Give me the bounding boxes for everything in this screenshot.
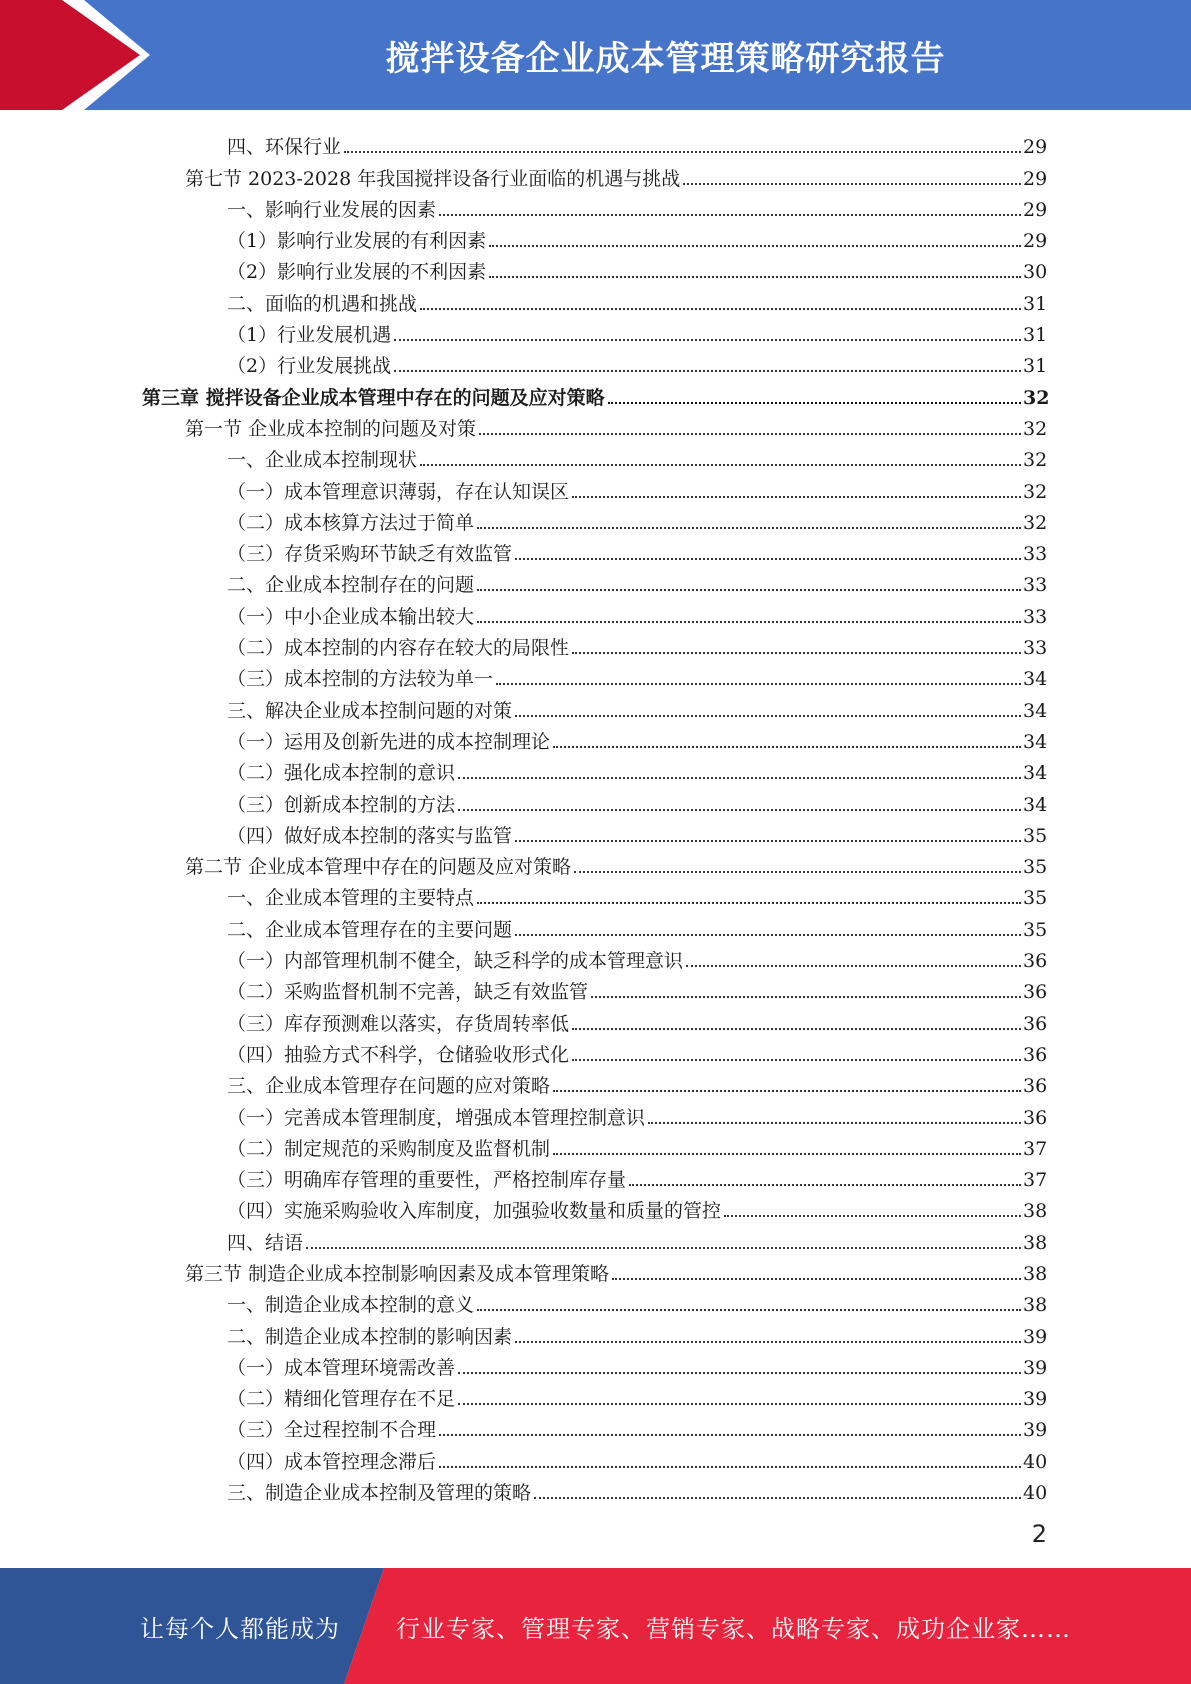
toc-entry[interactable] (227, 504, 1047, 535)
footer-slogan-right: 行业专家、管理专家、营销专家、战略专家、成功企业家…… (396, 1614, 1071, 1643)
toc-entry-label: 二、企业成本控制存在的问题 (227, 574, 475, 597)
toc-dot-leader (572, 652, 1021, 654)
toc-entry[interactable] (227, 1004, 1047, 1035)
toc-entry[interactable] (227, 817, 1047, 848)
toc-entry-page: 32 (1023, 449, 1048, 472)
toc-dot-leader (572, 496, 1021, 498)
toc-entry-label: （二）成本控制的内容存在较大的局限性 (227, 637, 570, 660)
toc-entry-page: 38 (1023, 1262, 1048, 1285)
toc-entry-label: 二、制造企业成本控制的影响因素 (227, 1325, 513, 1348)
toc-entry-page: 34 (1023, 793, 1048, 816)
toc-entry-label: 第七节 2023-2028 年我国搅拌设备行业面临的机遇与挑战 (185, 167, 681, 190)
toc-entry[interactable] (227, 1442, 1047, 1473)
toc-dot-leader (515, 1341, 1021, 1343)
toc-entry-page: 33 (1023, 637, 1048, 660)
toc-entry-label: （三）存货采购环节缺乏有效监管 (227, 543, 513, 566)
toc-entry[interactable] (227, 1098, 1047, 1129)
toc-entry-label: （一）中小企业成本输出较大 (227, 605, 475, 628)
toc-entry-label: （2）行业发展挑战 (227, 355, 392, 378)
toc-entry-page: 34 (1023, 699, 1048, 722)
toc-dot-leader (477, 1309, 1021, 1311)
toc-entry-label: 第一节 企业成本控制的问题及对策 (185, 417, 477, 440)
toc-entry-page: 36 (1023, 1012, 1048, 1035)
toc-entry-page: 29 (1023, 230, 1048, 253)
toc-entry[interactable] (227, 253, 1047, 284)
toc-entry-page: 33 (1023, 605, 1048, 628)
toc-entry-page: 39 (1023, 1419, 1048, 1442)
toc-entry-page: 32 (1023, 417, 1048, 440)
page-header (0, 0, 1191, 110)
toc-entry-label: 三、解决企业成本控制问题的对策 (227, 699, 513, 722)
toc-entry-label: 二、企业成本管理存在的主要问题 (227, 918, 513, 941)
toc-entry-label: （四）实施采购验收入库制度，加强验收数量和质量的管控 (227, 1200, 722, 1223)
toc-dot-leader (515, 558, 1021, 560)
toc-entry-page: 38 (1023, 1231, 1048, 1254)
toc-entry-page: 37 (1023, 1137, 1048, 1160)
toc-dot-leader (553, 746, 1021, 748)
toc-entry[interactable] (227, 284, 1047, 315)
toc-entry[interactable] (227, 1223, 1047, 1254)
toc-entry-page: 39 (1023, 1325, 1048, 1348)
toc-entry[interactable] (227, 754, 1047, 785)
toc-dot-leader (574, 871, 1021, 873)
toc-entry-page: 29 (1023, 167, 1048, 190)
toc-entry-page: 39 (1023, 1356, 1048, 1379)
toc-entry-label: （二）精细化管理存在不足 (227, 1388, 456, 1411)
toc-dot-leader (344, 151, 1021, 153)
toc-entry-label: （二）采购监督机制不完善，缺乏有效监管 (227, 981, 589, 1004)
toc-entry-label: （四）成本管控理念滞后 (227, 1450, 437, 1473)
toc-entry[interactable] (227, 660, 1047, 691)
toc-dot-leader (420, 464, 1021, 466)
footer-slogan-left: 让每个人都能成为 (140, 1614, 340, 1643)
toc-entry-page: 40 (1023, 1450, 1048, 1473)
toc-entry[interactable] (185, 159, 1047, 190)
toc-entry-page: 32 (1023, 480, 1048, 503)
toc-entry[interactable] (227, 1161, 1047, 1192)
toc-dot-leader (394, 339, 1021, 341)
report-title: 搅拌设备企业成本管理策略研究报告 (385, 38, 946, 79)
toc-entry-label: （三）库存预测难以落实，存货周转率低 (227, 1012, 570, 1035)
toc-entry[interactable] (227, 1411, 1047, 1442)
toc-entry[interactable] (185, 410, 1047, 441)
toc-entry-label: 一、企业成本管理的主要特点 (227, 887, 475, 910)
toc-entry-page: 34 (1023, 668, 1048, 691)
toc-entry-label: （1）行业发展机遇 (227, 324, 392, 347)
toc-entry[interactable] (227, 942, 1047, 973)
toc-entry[interactable] (227, 1036, 1047, 1067)
toc-dot-leader (439, 1466, 1021, 1468)
toc-entry[interactable] (227, 535, 1047, 566)
toc-entry-label: 一、制造企业成本控制的意义 (227, 1294, 475, 1317)
toc-entry-label: 二、面临的机遇和挑战 (227, 292, 418, 315)
toc-dot-leader (591, 996, 1021, 998)
toc-dot-leader (439, 1434, 1021, 1436)
toc-entry-page: 36 (1023, 1075, 1048, 1098)
toc-dot-leader (477, 902, 1021, 904)
toc-dot-leader (477, 621, 1021, 623)
toc-entry-page: 30 (1023, 261, 1048, 284)
toc-dot-leader (515, 934, 1021, 936)
toc-entry-label: 第二节 企业成本管理中存在的问题及应对策略 (185, 856, 572, 879)
toc-entry[interactable] (227, 222, 1047, 253)
toc-dot-leader (629, 1184, 1021, 1186)
toc-dot-leader (724, 1215, 1021, 1217)
toc-entry-label: （三）全过程控制不合理 (227, 1419, 437, 1442)
toc-entry-label: （二）制定规范的采购制度及监督机制 (227, 1137, 551, 1160)
toc-entry-page: 35 (1023, 856, 1048, 879)
toc-entry[interactable] (227, 973, 1047, 1004)
toc-entry[interactable] (227, 1067, 1047, 1098)
toc-entry-label: 四、结语 (227, 1231, 304, 1254)
toc-entry-page: 36 (1023, 1043, 1048, 1066)
toc-dot-leader (612, 1278, 1021, 1280)
toc-entry-label: （一）成本管理环境需改善 (227, 1356, 456, 1379)
toc-entry-label: （二）强化成本控制的意识 (227, 762, 456, 785)
toc-entry[interactable] (227, 191, 1047, 222)
toc-entry-label: 三、制造企业成本控制及管理的策略 (227, 1482, 532, 1505)
toc-entry[interactable] (227, 1192, 1047, 1223)
toc-entry-page: 29 (1023, 136, 1048, 159)
toc-entry-page: 36 (1023, 950, 1048, 973)
toc-entry-page: 31 (1023, 292, 1048, 315)
toc-entry-label: （四）做好成本控制的落实与监管 (227, 824, 513, 847)
table-of-contents (0, 128, 1191, 1505)
toc-dot-leader (477, 589, 1021, 591)
toc-dot-leader (420, 308, 1021, 310)
toc-entry[interactable] (227, 316, 1047, 347)
toc-dot-leader (458, 777, 1021, 779)
toc-dot-leader (515, 840, 1021, 842)
page-footer (0, 1568, 1191, 1684)
toc-entry-label: （一）内部管理机制不健全，缺乏科学的成本管理意识 (227, 950, 684, 973)
toc-dot-leader (458, 1372, 1021, 1374)
toc-dot-leader (496, 683, 1021, 685)
toc-entry-page: 40 (1023, 1482, 1048, 1505)
toc-entry-label: （一）运用及创新先进的成本控制理论 (227, 730, 551, 753)
toc-dot-leader (439, 214, 1021, 216)
toc-entry[interactable] (227, 597, 1047, 628)
toc-entry-label: （三）明确库存管理的重要性，严格控制库存量 (227, 1169, 627, 1192)
toc-entry-label: 第三章 搅拌设备企业成本管理中存在的问题及应对策略 (142, 386, 605, 409)
toc-entry-label: （三）成本控制的方法较为单一 (227, 668, 494, 691)
toc-entry-page: 32 (1023, 386, 1050, 409)
toc-entry[interactable] (227, 128, 1047, 159)
toc-entry[interactable] (227, 1474, 1047, 1505)
toc-entry-page: 34 (1023, 762, 1048, 785)
toc-dot-leader (306, 1247, 1021, 1249)
toc-chapter-entry[interactable] (142, 378, 1050, 409)
toc-entry-page: 38 (1023, 1294, 1048, 1317)
toc-entry-page: 33 (1023, 574, 1048, 597)
toc-entry-label: 一、企业成本控制现状 (227, 449, 418, 472)
toc-entry[interactable] (227, 1317, 1047, 1348)
toc-dot-leader (553, 1153, 1021, 1155)
toc-dot-leader (394, 370, 1021, 372)
toc-entry[interactable] (227, 629, 1047, 660)
toc-entry[interactable] (227, 1349, 1047, 1380)
toc-entry-page: 36 (1023, 981, 1048, 1004)
toc-entry-label: （1）影响行业发展的有利因素 (227, 230, 487, 253)
toc-entry-page: 35 (1023, 824, 1048, 847)
toc-entry-page: 35 (1023, 918, 1048, 941)
toc-entry[interactable] (227, 879, 1047, 910)
toc-dot-leader (458, 809, 1021, 811)
toc-entry[interactable] (227, 472, 1047, 503)
toc-entry-page: 33 (1023, 543, 1048, 566)
toc-entry[interactable] (227, 910, 1047, 941)
toc-dot-leader (534, 1497, 1021, 1499)
toc-entry[interactable] (227, 1130, 1047, 1161)
toc-entry-page: 37 (1023, 1169, 1048, 1192)
toc-dot-leader (479, 433, 1021, 435)
toc-entry-label: （三）创新成本控制的方法 (227, 793, 456, 816)
toc-dot-leader (489, 245, 1021, 247)
toc-entry[interactable] (227, 441, 1047, 472)
toc-entry-label: （四）抽验方式不科学，仓储验收形式化 (227, 1043, 570, 1066)
toc-entry-page: 29 (1023, 198, 1048, 221)
toc-entry-page: 31 (1023, 324, 1048, 347)
toc-entry-label: （二）成本核算方法过于简单 (227, 511, 475, 534)
toc-dot-leader (489, 276, 1021, 278)
toc-dot-leader (683, 183, 1021, 185)
toc-entry-label: 三、企业成本管理存在问题的应对策略 (227, 1075, 551, 1098)
toc-dot-leader (572, 1059, 1021, 1061)
toc-entry[interactable] (227, 1380, 1047, 1411)
toc-entry[interactable] (185, 1255, 1047, 1286)
toc-entry-page: 32 (1023, 511, 1048, 534)
toc-entry[interactable] (227, 785, 1047, 816)
toc-entry-label: 一、影响行业发展的因素 (227, 198, 437, 221)
toc-dot-leader (686, 965, 1021, 967)
toc-entry[interactable] (227, 723, 1047, 754)
toc-dot-leader (608, 402, 1021, 404)
toc-entry[interactable] (227, 566, 1047, 597)
toc-dot-leader (515, 715, 1021, 717)
toc-entry-page: 39 (1023, 1388, 1048, 1411)
toc-entry-page: 31 (1023, 355, 1048, 378)
toc-entry-label: （2）影响行业发展的不利因素 (227, 261, 487, 284)
toc-entry-label: （一）完善成本管理制度，增强成本管理控制意识 (227, 1106, 646, 1129)
toc-dot-leader (477, 527, 1021, 529)
toc-dot-leader (648, 1122, 1021, 1124)
toc-entry-label: 第三节 制造企业成本控制影响因素及成本管理策略 (185, 1262, 610, 1285)
toc-entry[interactable] (227, 1286, 1047, 1317)
page-number: 2 (1031, 1520, 1047, 1548)
toc-entry[interactable] (227, 347, 1047, 378)
toc-entry-label: 四、环保行业 (227, 136, 342, 159)
toc-entry-page: 36 (1023, 1106, 1048, 1129)
toc-entry-page: 34 (1023, 730, 1048, 753)
toc-entry-page: 38 (1023, 1200, 1048, 1223)
toc-entry[interactable] (227, 691, 1047, 722)
toc-entry-page: 35 (1023, 887, 1048, 910)
toc-dot-leader (572, 1028, 1021, 1030)
toc-dot-leader (458, 1403, 1021, 1405)
toc-entry-label: （一）成本管理意识薄弱，存在认知误区 (227, 480, 570, 503)
toc-dot-leader (553, 1090, 1021, 1092)
toc-entry[interactable] (185, 848, 1047, 879)
